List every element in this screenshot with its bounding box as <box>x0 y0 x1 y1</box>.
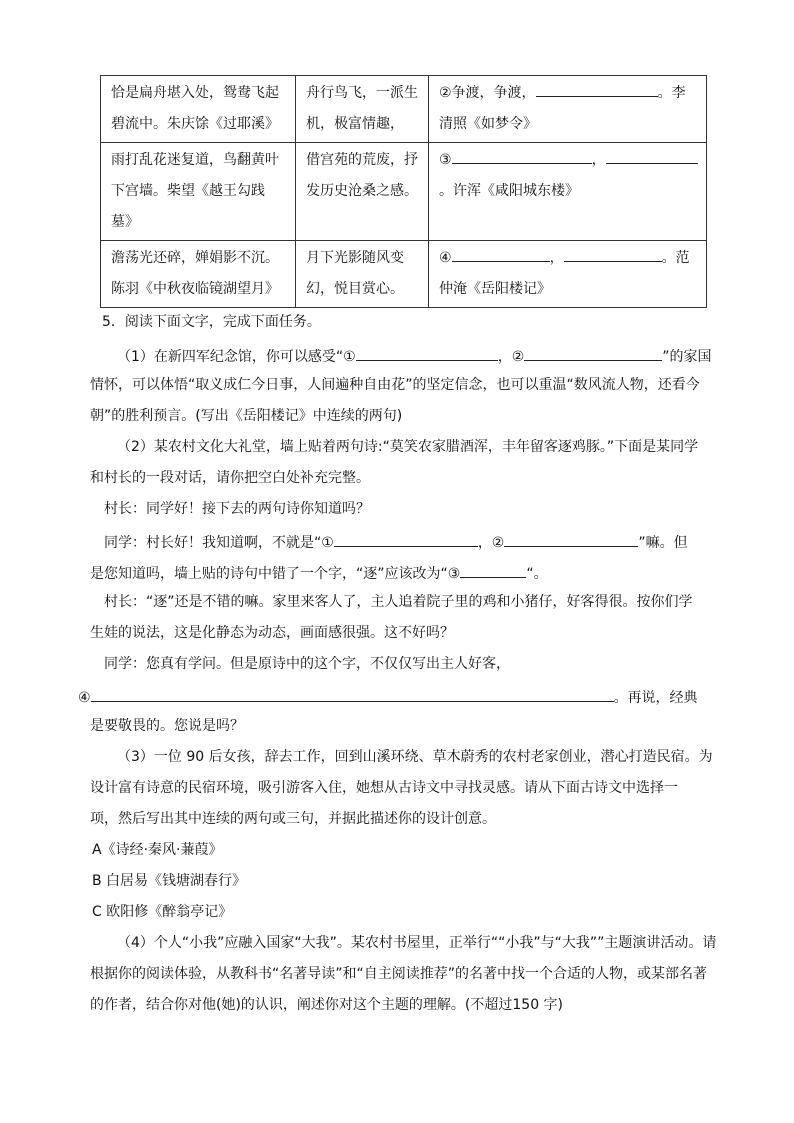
question-line: 设计富有诗意的民宿环境，吸引游客入住，她想从古诗文中寻找灵感。请从下面古诗文中选择一 <box>90 780 678 796</box>
table-row <box>101 76 707 143</box>
question-line: （3）一位 90 后女孩，辞去工作，回到山溪环绕、草木蔚秀的农村老家创业，潜心打造民宿。为 <box>117 749 713 765</box>
answer-blank[interactable] <box>606 147 698 164</box>
text: 。再说，经典 <box>613 690 698 706</box>
question-line: 根据你的阅读体验，从教科书“名著导读”和“自主阅读推荐”的名著中找一个合适的人物，或某部名著 <box>90 966 708 982</box>
text: ，② <box>477 535 505 551</box>
cell-line <box>439 243 700 274</box>
answer-blank[interactable] <box>91 685 614 702</box>
cell-text: 发历史沧桑之感。 <box>306 183 418 199</box>
cell-line <box>439 145 700 176</box>
cell-text: 碧流中。朱庆馀《过耶溪》 <box>111 116 279 132</box>
cell-text: 清照《如梦令》 <box>439 116 537 132</box>
cell-text: 澹荡光还碎，婵娟影不沉。 <box>111 250 279 266</box>
cell-text: 。李 <box>657 85 686 101</box>
question-line: 朝”的胜利预言。(写出《岳阳楼记》中连续的两句) <box>90 408 403 424</box>
answer-blank[interactable] <box>452 245 550 262</box>
option-a: A《诗经·秦风·蒹葭》 <box>92 842 223 858</box>
table-cell <box>296 143 429 241</box>
dialogue-line <box>78 685 698 708</box>
cell-text: ， <box>549 250 564 266</box>
cell-text: ②争渡，争渡， <box>439 85 536 101</box>
cell-text: 雨打乱花迷复道，鸟翻黄叶 <box>111 152 279 168</box>
dialogue-line: 同学：您真有学问。但是原诗中的这个字，不仅仅写出主人好客， <box>104 656 510 672</box>
question-line: 的作者，结合你对他(她)的认识，阐述你对这个主题的理解。(不超过150 字) <box>90 997 564 1013</box>
dialogue-line: 是要敬畏的。您说是吗？ <box>90 718 244 734</box>
table-cell <box>101 76 296 143</box>
answer-blank[interactable] <box>504 530 638 547</box>
answer-blank[interactable] <box>334 530 478 547</box>
text: 同学：村长好！我知道啊，不就是“① <box>104 535 334 551</box>
text: ”嘛。但 <box>638 535 688 551</box>
answer-blank[interactable] <box>460 561 526 578</box>
question-line: 项，然后写出其中连续的两句或三句，并据此描述你的设计创意。 <box>90 811 496 827</box>
text: 是您知道吗，墙上贴的诗句中错了一个字，“逐”应该改为“③ <box>90 566 461 582</box>
dialogue-line: 生娃的说法，这是化静态为动态，画面感很强。这不好吗？ <box>90 625 454 641</box>
answer-blank[interactable] <box>564 245 662 262</box>
cell-text: ， <box>591 152 606 168</box>
table-cell <box>429 143 707 241</box>
answer-blank[interactable] <box>536 80 658 97</box>
cell-text: 舟行鸟飞，一派生 <box>306 85 418 101</box>
dialogue-line: 村长：“逐”还是不错的嘛。家里来客人了，主人追着院子里的鸡和小猪仔，好客得很。按你们学 <box>104 594 693 610</box>
dialogue-line <box>90 561 548 584</box>
question-line: （2）某农村文化大礼堂，墙上贴着两句诗:“莫笑农家腊酒浑，丰年留客逐鸡豚。”下面是某同学 <box>117 439 699 455</box>
table-cell <box>429 241 707 308</box>
cell-text: 仲淹《岳阳楼记》 <box>439 281 551 297</box>
question-line: 情怀，可以体悟“取义成仁今日事，人间遍种自由花”的坚定信念，也可以重温“数风流人物，还看今 <box>90 377 700 393</box>
answer-blank[interactable] <box>452 147 592 164</box>
cell-text: ④ <box>439 250 452 266</box>
table-cell <box>101 241 296 308</box>
question-heading: 5．阅读下面文字，完成下面任务。 <box>102 314 321 330</box>
poem-table <box>100 75 707 308</box>
cell-text: 月下光影随风变 <box>306 250 404 266</box>
table-cell <box>429 76 707 143</box>
cell-text: 幻，悦目赏心。 <box>306 281 404 297</box>
table-row <box>101 241 707 308</box>
dialogue-line: 村长：同学好！接下去的两句诗你知道吗？ <box>104 501 370 517</box>
question-line: 和村长的一段对话，请你把空白处补充完整。 <box>90 470 370 486</box>
text: “。 <box>526 566 548 582</box>
cell-text: 下宫墙。柴望《越王勾践 <box>111 183 265 199</box>
cell-text: ③ <box>439 152 452 168</box>
cell-line <box>439 78 700 109</box>
cell-text: 。范 <box>661 250 690 266</box>
cell-text: 借宫苑的荒废，抒 <box>306 152 418 168</box>
table-cell <box>296 241 429 308</box>
cell-text: 恰是扁舟堪入处，鸳鸯飞起 <box>111 85 279 101</box>
dialogue-line <box>104 530 688 553</box>
text: ”的家国 <box>662 349 712 365</box>
question-line <box>117 344 712 367</box>
question-line: （4）个人“小我”应融入国家“大我”。某农村书屋里，正举行““小我”与“大我””主题演讲活动。请 <box>117 935 717 951</box>
cell-text: 墓》 <box>111 214 139 230</box>
cell-text: 。许浑《咸阳城东楼》 <box>439 183 579 199</box>
text: ④ <box>78 690 91 706</box>
cell-text: 机，极富情趣， <box>306 116 404 132</box>
option-b: B 白居易《钱塘湖春行》 <box>92 873 247 889</box>
answer-blank[interactable] <box>524 344 662 361</box>
table-row <box>101 143 707 241</box>
text: ，② <box>497 349 525 365</box>
text: （1）在新四军纪念馆，你可以感受“① <box>117 349 356 365</box>
table-cell <box>296 76 429 143</box>
option-c: C 欧阳修《醉翁亭记》 <box>92 904 233 920</box>
cell-text: 陈羽《中秋夜临镜湖望月》 <box>111 281 279 297</box>
answer-blank[interactable] <box>356 344 498 361</box>
table-cell <box>101 143 296 241</box>
